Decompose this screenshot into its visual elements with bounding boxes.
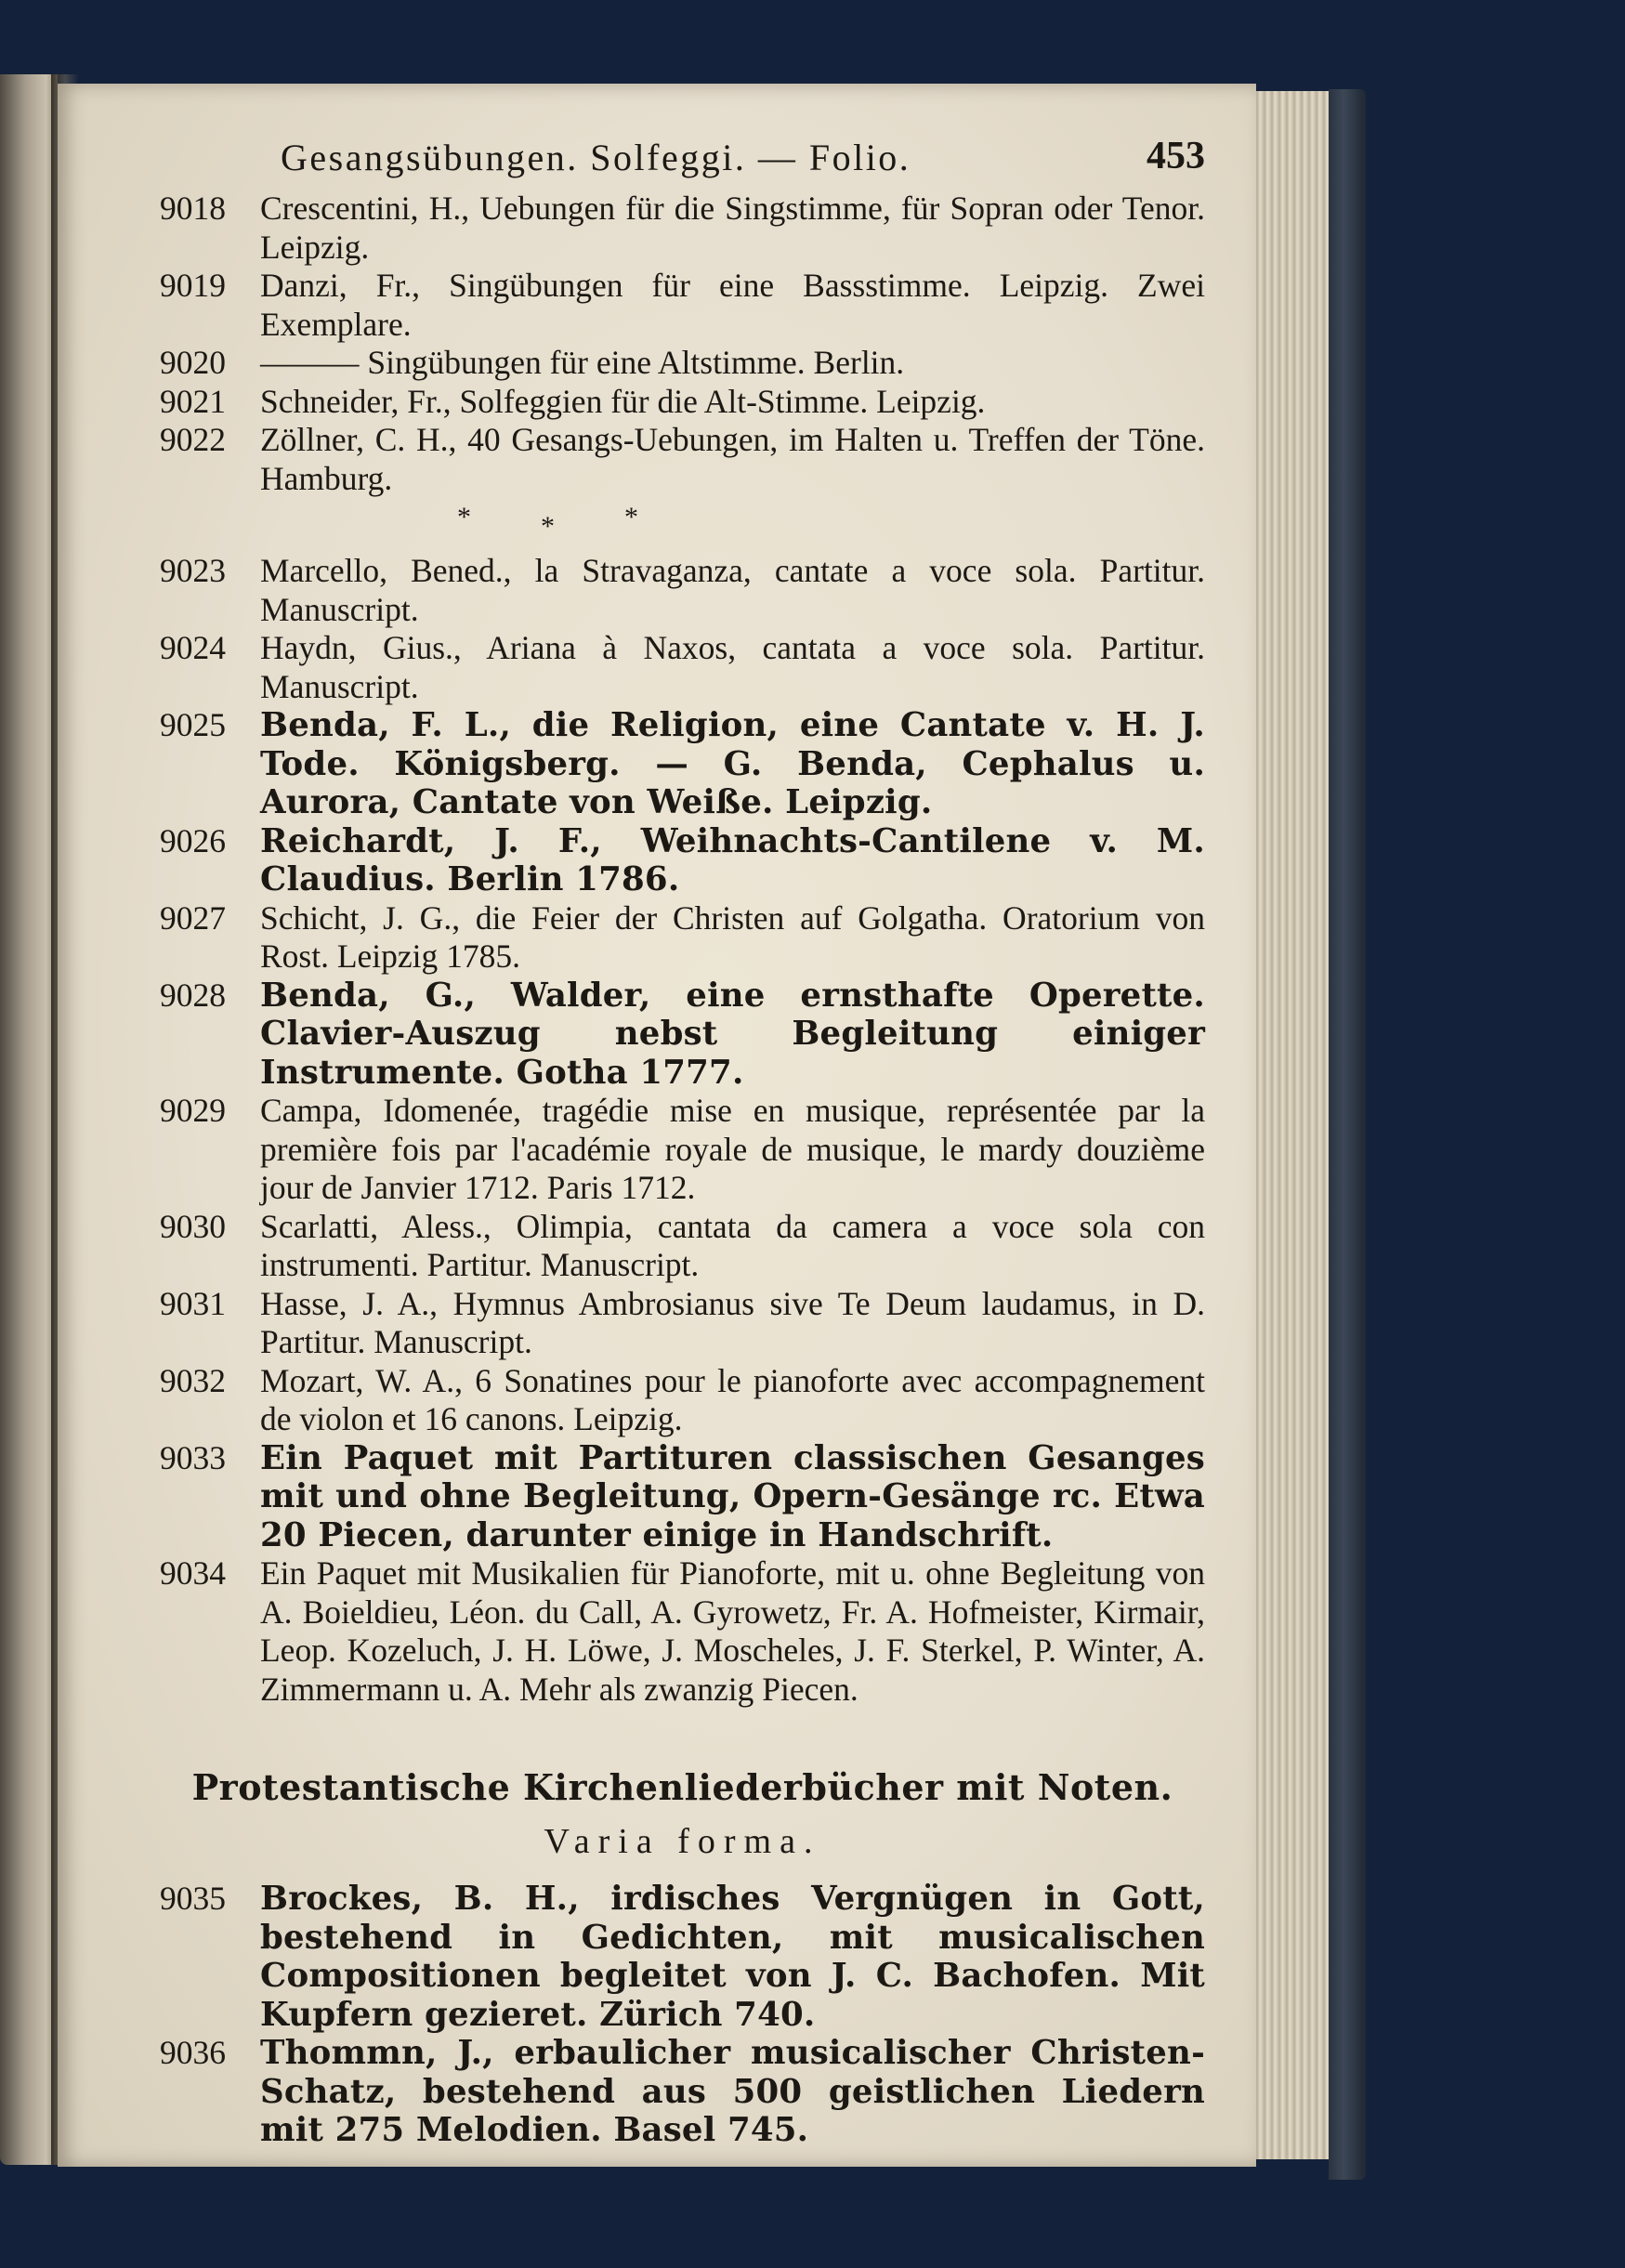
entry-number: 9034: [160, 1554, 226, 1592]
catalog-entries-folio: [160, 552, 1205, 1709]
running-head: [160, 132, 1205, 190]
catalog-entry: [160, 822, 1205, 899]
catalog-entry: [160, 899, 1205, 977]
page-edges: [1245, 91, 1340, 2159]
entry-description: Marcello, Bened., la Stravaganza, cantate a voce sola. Partitur. Manuscript.: [260, 552, 1205, 628]
catalog-entry: [160, 1362, 1205, 1439]
page-text: [160, 132, 1205, 2150]
catalog-entry: [160, 1439, 1205, 1555]
catalog-entry: [160, 629, 1205, 706]
catalog-entry: [160, 421, 1205, 498]
entry-description: ——— Singübungen für eine Altstimme. Berlin.: [260, 344, 905, 381]
entry-number: 9023: [160, 552, 226, 589]
entry-number: 9022: [160, 421, 226, 458]
previous-page-edge: [0, 74, 58, 2165]
section-heading: Protestantische Kirchenliederbücher mit Noten.: [191, 1766, 1173, 1808]
entry-description: Crescentini, H., Uebungen für die Singstimme, für Sopran oder Tenor. Leipzig.: [260, 190, 1205, 266]
catalog-entry: [160, 1285, 1205, 1362]
entry-number: 9025: [160, 706, 226, 743]
catalog-entries-vocal-exercises: [160, 190, 1205, 498]
catalog-entry: [160, 2034, 1205, 2150]
catalog-entry: [160, 977, 1205, 1093]
entry-description: Schicht, J. G., die Feier der Christen auf Golgatha. Oratorium von Rost. Leipzig 1785.: [260, 898, 1205, 975]
entry-description: Campa, Idomenée, tragédie mise en musique, représentée par la première fois par l'académie royale de musique, le mardy douzième jour de Janvier 1712. Paris 1712.: [260, 1092, 1205, 1206]
separator-asterisk: *: [624, 502, 638, 532]
catalog-entry: [160, 552, 1205, 629]
entry-number: 9030: [160, 1207, 226, 1245]
entry-number: 9026: [160, 821, 226, 859]
entry-description: Benda, G., Walder, eine ernsthafte Operette. Clavier-Auszug nebst Begleitung einiger Instrumente. Gotha 1777.: [260, 976, 1205, 1092]
entry-description: Hasse, J. A., Hymnus Ambrosianus sive Te Deum laudamus, in D. Partitur. Manuscript.: [260, 1284, 1205, 1360]
entry-description: Schneider, Fr., Solfeggien für die Alt-Stimme. Leipzig.: [260, 382, 986, 420]
catalog-entry: [160, 1092, 1205, 1208]
entry-description: Ein Paquet mit Partituren classischen Gesanges mit und ohne Begleitung, Opern-Gesänge rc. Etwa 20 Piecen, darunter einige in Handschrift.: [260, 1438, 1205, 1554]
book-page: [58, 84, 1256, 2167]
separator-asterisk: *: [541, 511, 555, 542]
catalog-entry: [160, 190, 1205, 267]
catalog-entry: [160, 1554, 1205, 1709]
entry-number: 9035: [160, 1880, 226, 1917]
entry-number: 9029: [160, 1092, 226, 1129]
catalog-entries-hymnals: [160, 1880, 1205, 2150]
entry-number: 9032: [160, 1361, 226, 1399]
catalog-entry: [160, 1208, 1205, 1285]
catalog-entry: [160, 706, 1205, 822]
entry-description: Haydn, Gius., Ariana à Naxos, cantata a voce sola. Partitur. Manuscript.: [260, 629, 1205, 705]
page-number: 453: [1147, 135, 1205, 177]
entry-description: Scarlatti, Aless., Olimpia, cantata da camera a voce sola con instrumenti. Partitur. Manuscript.: [260, 1207, 1205, 1283]
entry-number: 9027: [160, 898, 226, 937]
catalog-entry: [160, 267, 1205, 344]
catalog-entry: [160, 383, 1205, 422]
entry-number: 9020: [160, 344, 226, 381]
running-title: Gesangsübungen. Solfeggi. — Folio.: [281, 137, 911, 178]
entry-number: 9021: [160, 382, 226, 420]
entry-number: 9033: [160, 1438, 226, 1476]
section-subheading: Varia forma.: [544, 1822, 821, 1861]
entry-number: 9018: [160, 190, 226, 227]
entry-description: Ein Paquet mit Musikalien für Pianoforte, mit u. ohne Begleitung von A. Boieldieu, Léon. du Call, A. Gyrowetz, Fr. A. Hofmeister, Kirmair, Leop. Kozeluch, J. H. Löwe, J. Moscheles, J. F. Sterkel, P. Winter, A. Zimmermann u. A. Mehr als zwanzig Piecen.: [260, 1554, 1205, 1708]
catalog-entry: [160, 1880, 1205, 2034]
entry-number: 9024: [160, 629, 226, 666]
entry-description: Thommn, J., erbaulicher musicalischer Christen-Schatz, bestehend aus 500 geistlichen Liedern mit 275 Melodien. Basel 745.: [260, 2034, 1205, 2149]
entry-number: 9028: [160, 976, 226, 1014]
entry-description: Danzi, Fr., Singübungen für eine Bassstimme. Leipzig. Zwei Exemplare.: [260, 267, 1205, 343]
catalog-entry: [160, 344, 1205, 383]
entry-number: 9036: [160, 2034, 226, 2071]
entry-number: 9019: [160, 267, 226, 304]
entry-number: 9031: [160, 1284, 226, 1322]
book-cover: [1329, 89, 1366, 2180]
entry-description: Benda, F. L., die Religion, eine Cantate v. H. J. Tode. Königsberg. — G. Benda, Cephalus u. Aurora, Cantate von Weiße. Leipzig.: [260, 706, 1205, 821]
separator-asterisk: *: [457, 502, 471, 532]
entry-description: Brockes, B. H., irdisches Vergnügen in Gott, bestehend in Gedichten, mit musicalischen Compositionen begleitet von J. C. Bachofen. Mit Kupfern gezieret. Zürich 740.: [260, 1880, 1205, 2034]
section-separator: [160, 498, 1205, 552]
entry-description: Zöllner, C. H., 40 Gesangs-Uebungen, im Halten u. Treffen der Töne. Hamburg.: [260, 421, 1205, 497]
entry-description: Reichardt, J. F., Weihnachts-Cantilene v. M. Claudius. Berlin 1786.: [260, 821, 1205, 898]
entry-description: Mozart, W. A., 6 Sonatines pour le pianoforte avec accompagnement de violon et 16 canons. Leipzig.: [260, 1361, 1205, 1437]
